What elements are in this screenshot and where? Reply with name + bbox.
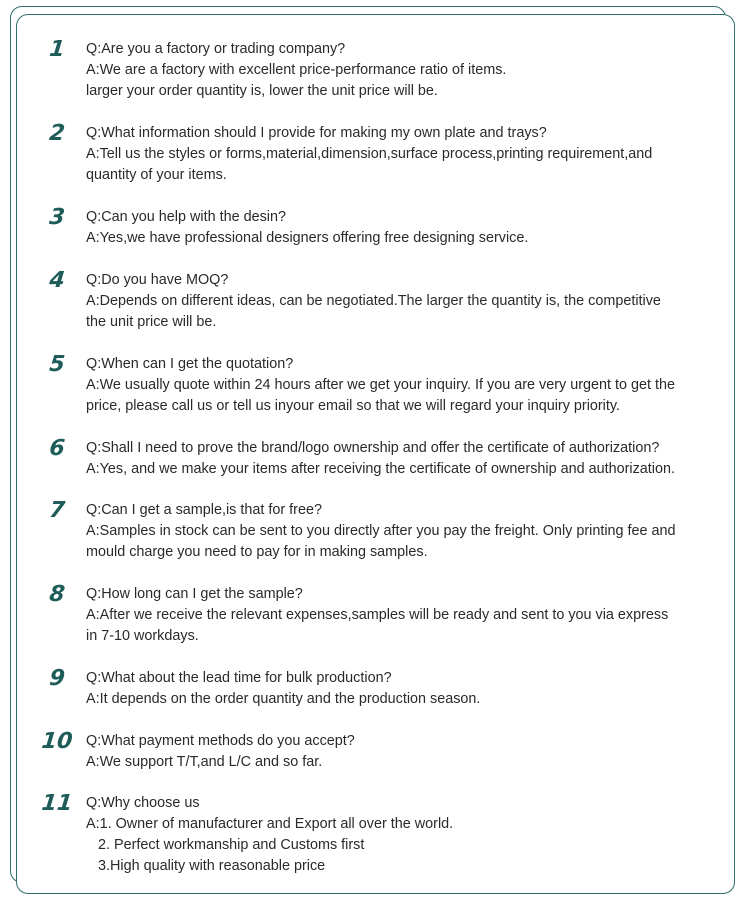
faq-answer-line: A:We usually quote within 24 hours after we get your inquiry. If you are very urgent to get the: [86, 377, 676, 393]
faq-answer-line: A:Yes,we have professional designers offering free designing service.: [86, 230, 529, 246]
faq-answer-line: price, please call us or tell us inyour email so that we will regard your inquiry priority.: [86, 398, 621, 414]
faq-body: [86, 793, 706, 877]
faq-body: [86, 39, 706, 102]
faq-question: Q:Do you have MOQ?: [86, 272, 229, 288]
faq-body: [86, 207, 706, 249]
faq-number: 4: [48, 268, 67, 293]
faq-body: [86, 731, 706, 773]
faq-answer-line: A:It depends on the order quantity and the production season.: [86, 691, 481, 707]
faq-number: 5: [48, 352, 67, 377]
faq-question: Q:What payment methods do you accept?: [86, 733, 355, 749]
faq-number: 9: [48, 666, 67, 691]
faq-number: 8: [48, 582, 67, 607]
faq-answer-line: 2. Perfect workmanship and Customs first: [98, 837, 365, 853]
faq-answer-line: mould charge you need to pay for in making samples.: [86, 544, 428, 560]
faq-number: 11: [40, 791, 74, 816]
faq-answer-line: A:Depends on different ideas, can be negotiated.The larger the quantity is, the competitive: [86, 293, 661, 309]
faq-answer-line: A:After we receive the relevant expenses,samples will be ready and sent to you via express: [86, 607, 669, 623]
faq-answer-line: A:We support T/T,and L/C and so far.: [86, 754, 323, 770]
faq-answer-line: A:Tell us the styles or forms,material,dimension,surface process,printing requirement,and: [86, 146, 653, 162]
faq-body: [86, 668, 706, 710]
faq-question: Q:When can I get the quotation?: [86, 356, 294, 372]
faq-answer-line: larger your order quantity is, lower the unit price will be.: [86, 83, 438, 99]
faq-question: Q:Can I get a sample,is that for free?: [86, 502, 322, 518]
faq-body: [86, 438, 706, 480]
faq-answer-line: A:1. Owner of manufacturer and Export all over the world.: [86, 816, 454, 832]
faq-number: 7: [48, 498, 67, 523]
faq-answer-line: quantity of your items.: [86, 167, 227, 183]
faq-body: [86, 584, 706, 647]
faq-number: 3: [48, 205, 67, 230]
faq-question: Q:What about the lead time for bulk production?: [86, 670, 392, 686]
faq-body: [86, 500, 706, 563]
faq-body: [86, 270, 706, 333]
faq-answer-line: in 7-10 workdays.: [86, 628, 199, 644]
faq-question: Q:Why choose us: [86, 795, 200, 811]
faq-body: [86, 123, 706, 186]
faq-answer-line: 3.High quality with reasonable price: [98, 858, 326, 874]
faq-answer-line: the unit price will be.: [86, 314, 217, 330]
faq-question: Q:How long can I get the sample?: [86, 586, 303, 602]
faq-body: [86, 354, 706, 417]
faq-question: Q:Can you help with the desin?: [86, 209, 286, 225]
faq-number: 2: [48, 121, 67, 146]
faq-number: 1: [48, 37, 67, 62]
faq-number: 6: [48, 436, 67, 461]
faq-number: 10: [40, 729, 74, 754]
faq-answer-line: A:Yes, and we make your items after receiving the certificate of ownership and authorization.: [86, 461, 675, 477]
faq-question: Q:What information should I provide for making my own plate and trays?: [86, 125, 547, 141]
faq-answer-line: A:We are a factory with excellent price-performance ratio of items.: [86, 62, 507, 78]
faq-question: Q:Shall I need to prove the brand/logo ownership and offer the certificate of authorization?: [86, 440, 660, 456]
faq-answer-line: A:Samples in stock can be sent to you directly after you pay the freight. Only printing fee and: [86, 523, 676, 539]
faq-question: Q:Are you a factory or trading company?: [86, 41, 346, 57]
